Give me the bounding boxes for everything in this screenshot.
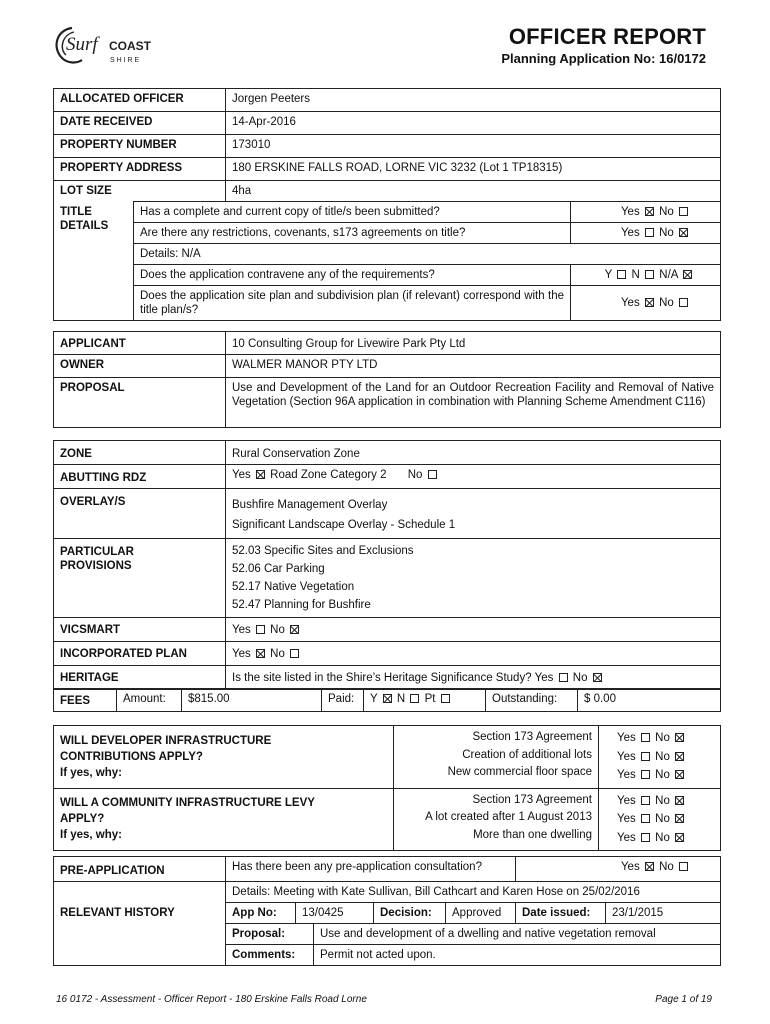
history-comments-label: Comments: [226, 945, 314, 966]
checkbox-checked[interactable] [675, 814, 684, 823]
fees-paid-label: Paid: [322, 689, 364, 712]
checkbox-unchecked[interactable] [617, 270, 626, 279]
levy-answers: Yes No Yes No Yes No [599, 788, 721, 851]
applicant-table [53, 331, 721, 428]
reason-item: Creation of additional lots [462, 748, 592, 761]
checkbox-checked[interactable] [290, 625, 299, 634]
checkbox-checked[interactable] [675, 752, 684, 761]
checkbox-checked[interactable] [256, 649, 265, 658]
abutting-rdz-label: ABUTTING RDZ [54, 465, 226, 489]
particular-provisions-label: PARTICULAR PROVISIONS [54, 539, 226, 618]
checkbox-unchecked[interactable] [559, 673, 568, 682]
history-table [53, 856, 721, 966]
checkbox-unchecked[interactable] [641, 770, 650, 779]
checkbox-checked[interactable] [645, 298, 654, 307]
app-no-label: App No: [226, 903, 296, 924]
checkbox-unchecked[interactable] [679, 862, 688, 871]
title-question-3: Does the application contravene any of the requirements? [134, 265, 571, 286]
title-question-2: Are there any restrictions, covenants, s173 agreements on title? [134, 223, 571, 244]
title-details-text: Details: N/A [134, 244, 721, 265]
pre-application-answer: Yes No [516, 857, 721, 882]
heritage-label: HERITAGE [54, 666, 226, 690]
property-address-value: 180 ERSKINE FALLS ROAD, LORNE VIC 3232 (Lot 1 TP18315) [226, 158, 721, 181]
date-received-label: DATE RECEIVED [54, 112, 226, 135]
reason-item: Section 173 Agreement [472, 731, 592, 743]
property-details-table [53, 88, 721, 321]
zone-label: ZONE [54, 441, 226, 465]
fees-outstanding-label: Outstanding: [486, 689, 578, 712]
checkbox-unchecked[interactable] [641, 752, 650, 761]
app-no-value: 13/0425 [296, 903, 374, 924]
checkbox-checked[interactable] [675, 833, 684, 842]
levy-question: WILL A COMMUNITY INFRASTRUCTURE LEVY APPLY? If yes, why: [54, 788, 394, 851]
checkbox-unchecked[interactable] [645, 270, 654, 279]
incorporated-plan-label: INCORPORATED PLAN [54, 642, 226, 666]
owner-label: OWNER [54, 355, 226, 378]
checkbox-unchecked[interactable] [641, 814, 650, 823]
application-number: Planning Application No: 16/0172 [501, 51, 706, 66]
pre-application-details: Details: Meeting with Kate Sullivan, Bill Cathcart and Karen Hose on 25/02/2016 [226, 882, 721, 903]
checkbox-checked[interactable] [675, 796, 684, 805]
property-number-label: PROPERTY NUMBER [54, 135, 226, 158]
date-issued-value: 23/1/2015 [606, 903, 721, 924]
surf-coast-shire-logo [50, 22, 175, 68]
checkbox-unchecked[interactable] [428, 470, 437, 479]
title-details-label [54, 202, 134, 321]
checkbox-checked[interactable] [645, 862, 654, 871]
page-title: OFFICER REPORT [508, 24, 706, 49]
allocated-officer-value: Jorgen Peeters [226, 89, 721, 112]
title-details-line1: TITLE [60, 205, 92, 218]
checkbox-checked[interactable] [593, 673, 602, 682]
date-issued-label: Date issued: [516, 903, 606, 924]
heritage-value: Is the site listed in the Shire’s Heritage Significance Study? Yes No [226, 666, 721, 690]
checkbox-checked[interactable] [675, 733, 684, 742]
fees-label: FEES [54, 689, 117, 712]
title-details-line2: DETAILS [60, 219, 109, 232]
checkbox-checked[interactable] [256, 470, 265, 479]
checkbox-checked[interactable] [679, 228, 688, 237]
property-number-value: 173010 [226, 135, 721, 158]
allocated-officer-label: ALLOCATED OFFICER [54, 89, 226, 112]
footer-page-number: Page 1 of 19 [655, 994, 712, 1005]
checkbox-checked[interactable] [645, 207, 654, 216]
provision-item: 52.17 Native Vegetation [232, 581, 355, 593]
applicant-value: 10 Consulting Group for Livewire Park Pty Ltd [226, 332, 721, 355]
proposal-value: Use and Development of the Land for an Outdoor Recreation Facility and Removal of Native Vegetation (Section 96A application in combination with Planning Scheme Amendment C116) [226, 378, 721, 428]
checkbox-unchecked[interactable] [679, 298, 688, 307]
decision-label: Decision: [374, 903, 446, 924]
zone-value: Rural Conservation Zone [226, 441, 721, 465]
vicsmart-label: VICSMART [54, 618, 226, 642]
checkbox-checked[interactable] [683, 270, 692, 279]
checkbox-unchecked[interactable] [679, 207, 688, 216]
developer-contributions-answers: Yes No Yes No Yes No [599, 726, 721, 789]
abutting-rdz-value: Yes Road Zone Category 2 No [226, 465, 721, 489]
title-answer-3: Y N N/A [571, 265, 721, 286]
lot-size-value: 4ha [226, 181, 721, 202]
checkbox-unchecked[interactable] [641, 796, 650, 805]
logo-shire-text: S H I R E [110, 57, 140, 64]
fees-table [53, 688, 721, 712]
developer-contributions-reasons [394, 726, 599, 789]
logo-coast-text: COAST [109, 39, 151, 53]
reason-item: Section 173 Agreement [472, 793, 592, 806]
history-proposal-value: Use and development of a dwelling and native vegetation removal [314, 924, 721, 945]
contributions-table [53, 725, 721, 851]
logo-surf-text: Surf [66, 34, 98, 55]
zoning-table [53, 440, 721, 690]
provision-item: 52.47 Planning for Bushfire [232, 599, 371, 611]
pre-application-question: Has there been any pre-application consultation? [226, 857, 516, 882]
relevant-history-label: RELEVANT HISTORY [54, 882, 226, 966]
reason-item: More than one dwelling [473, 828, 592, 841]
title-answer-2: Yes No [571, 223, 721, 244]
reason-item: A lot created after 1 August 2013 [425, 811, 592, 823]
developer-contributions-question: WILL DEVELOPER INFRASTRUCTURE CONTRIBUTIONS APPLY? If yes, why: [54, 726, 394, 789]
incorporated-plan-value: Yes No [226, 642, 721, 666]
checkbox-checked[interactable] [675, 770, 684, 779]
fees-amount-label: Amount: [117, 689, 182, 712]
applicant-label: APPLICANT [54, 332, 226, 355]
checkbox-unchecked[interactable] [645, 228, 654, 237]
lot-size-label: LOT SIZE [54, 181, 226, 202]
reason-item: New commercial floor space [447, 766, 592, 778]
pre-application-label: PRE-APPLICATION [54, 857, 226, 882]
checkbox-unchecked[interactable] [256, 625, 265, 634]
decision-value: Approved [446, 903, 516, 924]
proposal-label: PROPOSAL [54, 378, 226, 428]
owner-value: WALMER MANOR PTY LTD [226, 355, 721, 378]
checkbox-checked[interactable] [383, 694, 392, 703]
fees-amount-value: $815.00 [182, 689, 322, 712]
provisions-list [226, 539, 721, 618]
title-answer-4: Yes No [571, 286, 721, 321]
checkbox-unchecked[interactable] [641, 733, 650, 742]
overlay-item: Bushfire Management Overlay [232, 499, 388, 511]
date-received-value: 14-Apr-2016 [226, 112, 721, 135]
vicsmart-value: Yes No [226, 618, 721, 642]
title-question-4: Does the application site plan and subdivision plan (if relevant) correspond with the title plan/s? [134, 286, 571, 321]
provision-item: 52.03 Specific Sites and Exclusions [232, 545, 414, 557]
levy-reasons [394, 788, 599, 851]
checkbox-unchecked[interactable] [441, 694, 450, 703]
fees-paid-value: Y N Pt [364, 689, 486, 712]
checkbox-unchecked[interactable] [290, 649, 299, 658]
overlays-value [226, 489, 721, 539]
checkbox-unchecked[interactable] [641, 833, 650, 842]
overlay-item: Significant Landscape Overlay - Schedule 1 [232, 519, 456, 531]
checkbox-unchecked[interactable] [410, 694, 419, 703]
title-question-1: Has a complete and current copy of title/s been submitted? [134, 202, 571, 223]
title-answer-1: Yes No [571, 202, 721, 223]
history-proposal-label: Proposal: [226, 924, 314, 945]
provision-item: 52.06 Car Parking [232, 563, 325, 575]
overlays-label: OVERLAY/S [54, 489, 226, 539]
history-comments-value: Permit not acted upon. [314, 945, 721, 966]
footer-document-name: 16 0172 - Assessment - Officer Report - 180 Erskine Falls Road Lorne [56, 994, 367, 1005]
fees-outstanding-value: $ 0.00 [578, 689, 721, 712]
property-address-label: PROPERTY ADDRESS [54, 158, 226, 181]
